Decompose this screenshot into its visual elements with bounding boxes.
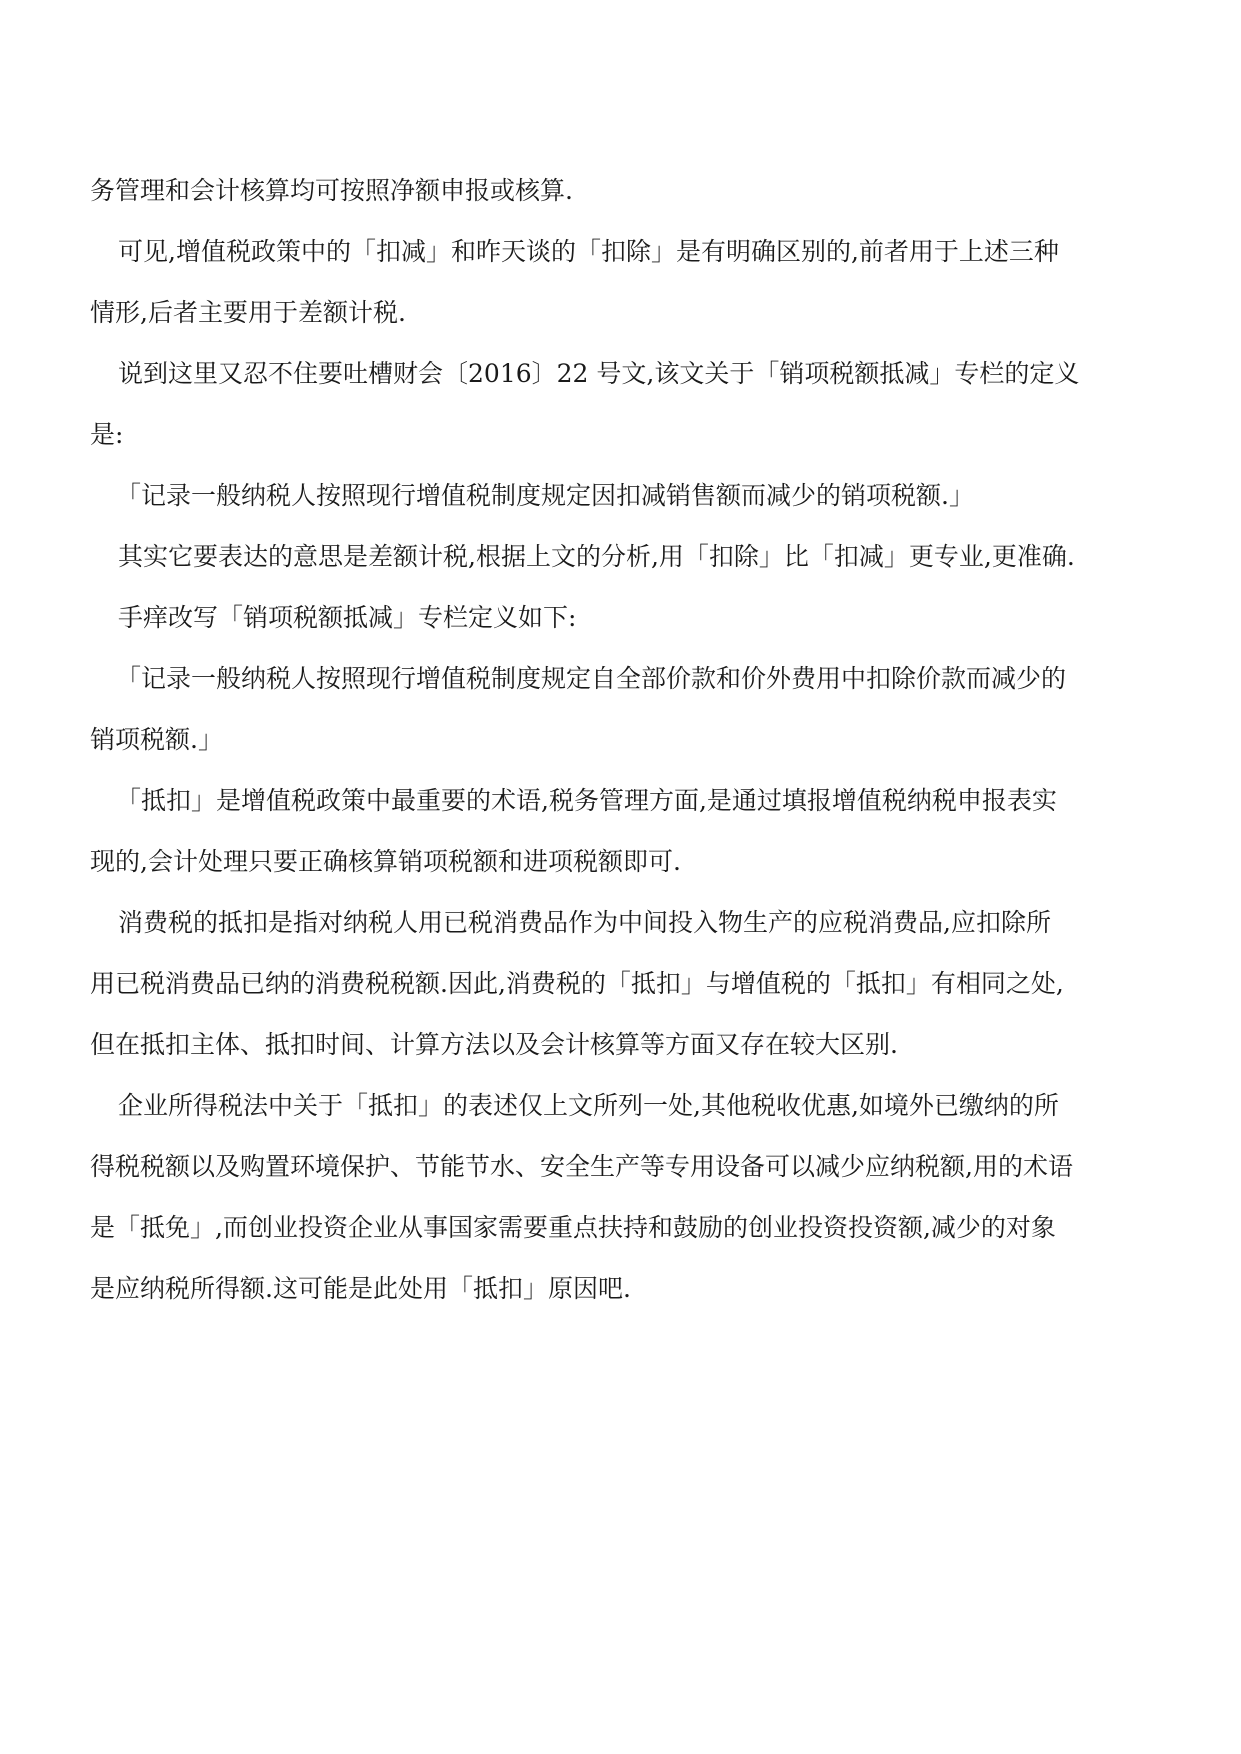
text-line: 「抵扣」是增值税政策中最重要的术语,税务管理方面,是通过填报增值税纳税申报表实	[116, 786, 1057, 815]
text-line: 是:	[90, 420, 124, 449]
text-line: 可见,增值税政策中的「扣减」和昨天谈的「扣除」是有明确区别的,前者用于上述三种	[118, 237, 1059, 266]
text-line: 但在抵扣主体、抵扣时间、计算方法以及会计核算等方面又存在较大区别.	[90, 1030, 898, 1059]
paragraph-net-amount	[90, 160, 1160, 221]
paragraph-original-definition	[90, 465, 1160, 526]
text-line: 「记录一般纳税人按照现行增值税制度规定因扣减销售额而减少的销项税额.」	[116, 481, 974, 510]
text-line: 是应纳税所得额.这可能是此处用「抵扣」原因吧.	[90, 1274, 631, 1303]
document-page	[90, 160, 1160, 1319]
text-line: 企业所得税法中关于「抵扣」的表述仅上文所列一处,其他税收优惠,如境外已缴纳的所	[118, 1091, 1059, 1120]
text-line: 现的,会计处理只要正确核算销项税额和进项税额即可.	[90, 847, 681, 876]
text-line: 「记录一般纳税人按照现行增值税制度规定自全部价款和价外费用中扣除价款而减少的	[116, 664, 1067, 693]
text-line: 说到这里又忍不住要吐槽财会〔2016〕22 号文,该文关于「销项税额抵减」专栏的定义	[118, 359, 1080, 388]
text-line: 销项税额.」	[90, 725, 223, 754]
text-line: 情形,后者主要用于差额计税.	[90, 298, 406, 327]
paragraph-meaning	[90, 526, 1160, 587]
paragraph-vat-offset	[90, 770, 1160, 892]
paragraph-rewrite-intro	[90, 587, 1160, 648]
text-line: 消费税的抵扣是指对纳税人用已税消费品作为中间投入物生产的应税消费品,应扣除所	[118, 908, 1051, 937]
text-line: 是「抵免」,而创业投资企业从事国家需要重点扶持和鼓励的创业投资投资额,减少的对象	[90, 1213, 1056, 1242]
text-line: 用已税消费品已纳的消费税税额.因此,消费税的「抵扣」与增值税的「抵扣」有相同之处,	[90, 969, 1064, 998]
paragraph-document-22	[90, 343, 1160, 465]
text-line: 务管理和会计核算均可按照净额申报或核算.	[90, 176, 573, 205]
paragraph-rewritten-definition	[90, 648, 1160, 770]
text-line: 其实它要表达的意思是差额计税,根据上文的分析,用「扣除」比「扣减」更专业,更准确.	[118, 542, 1075, 571]
text-line: 手痒改写「销项税额抵减」专栏定义如下:	[118, 603, 577, 632]
paragraph-deduction-distinction	[90, 221, 1160, 343]
paragraph-consumption-tax	[90, 892, 1160, 1075]
text-line: 得税税额以及购置环境保护、节能节水、安全生产等专用设备可以减少应纳税额,用的术语	[90, 1152, 1073, 1181]
paragraph-corporate-income-tax	[90, 1075, 1160, 1319]
